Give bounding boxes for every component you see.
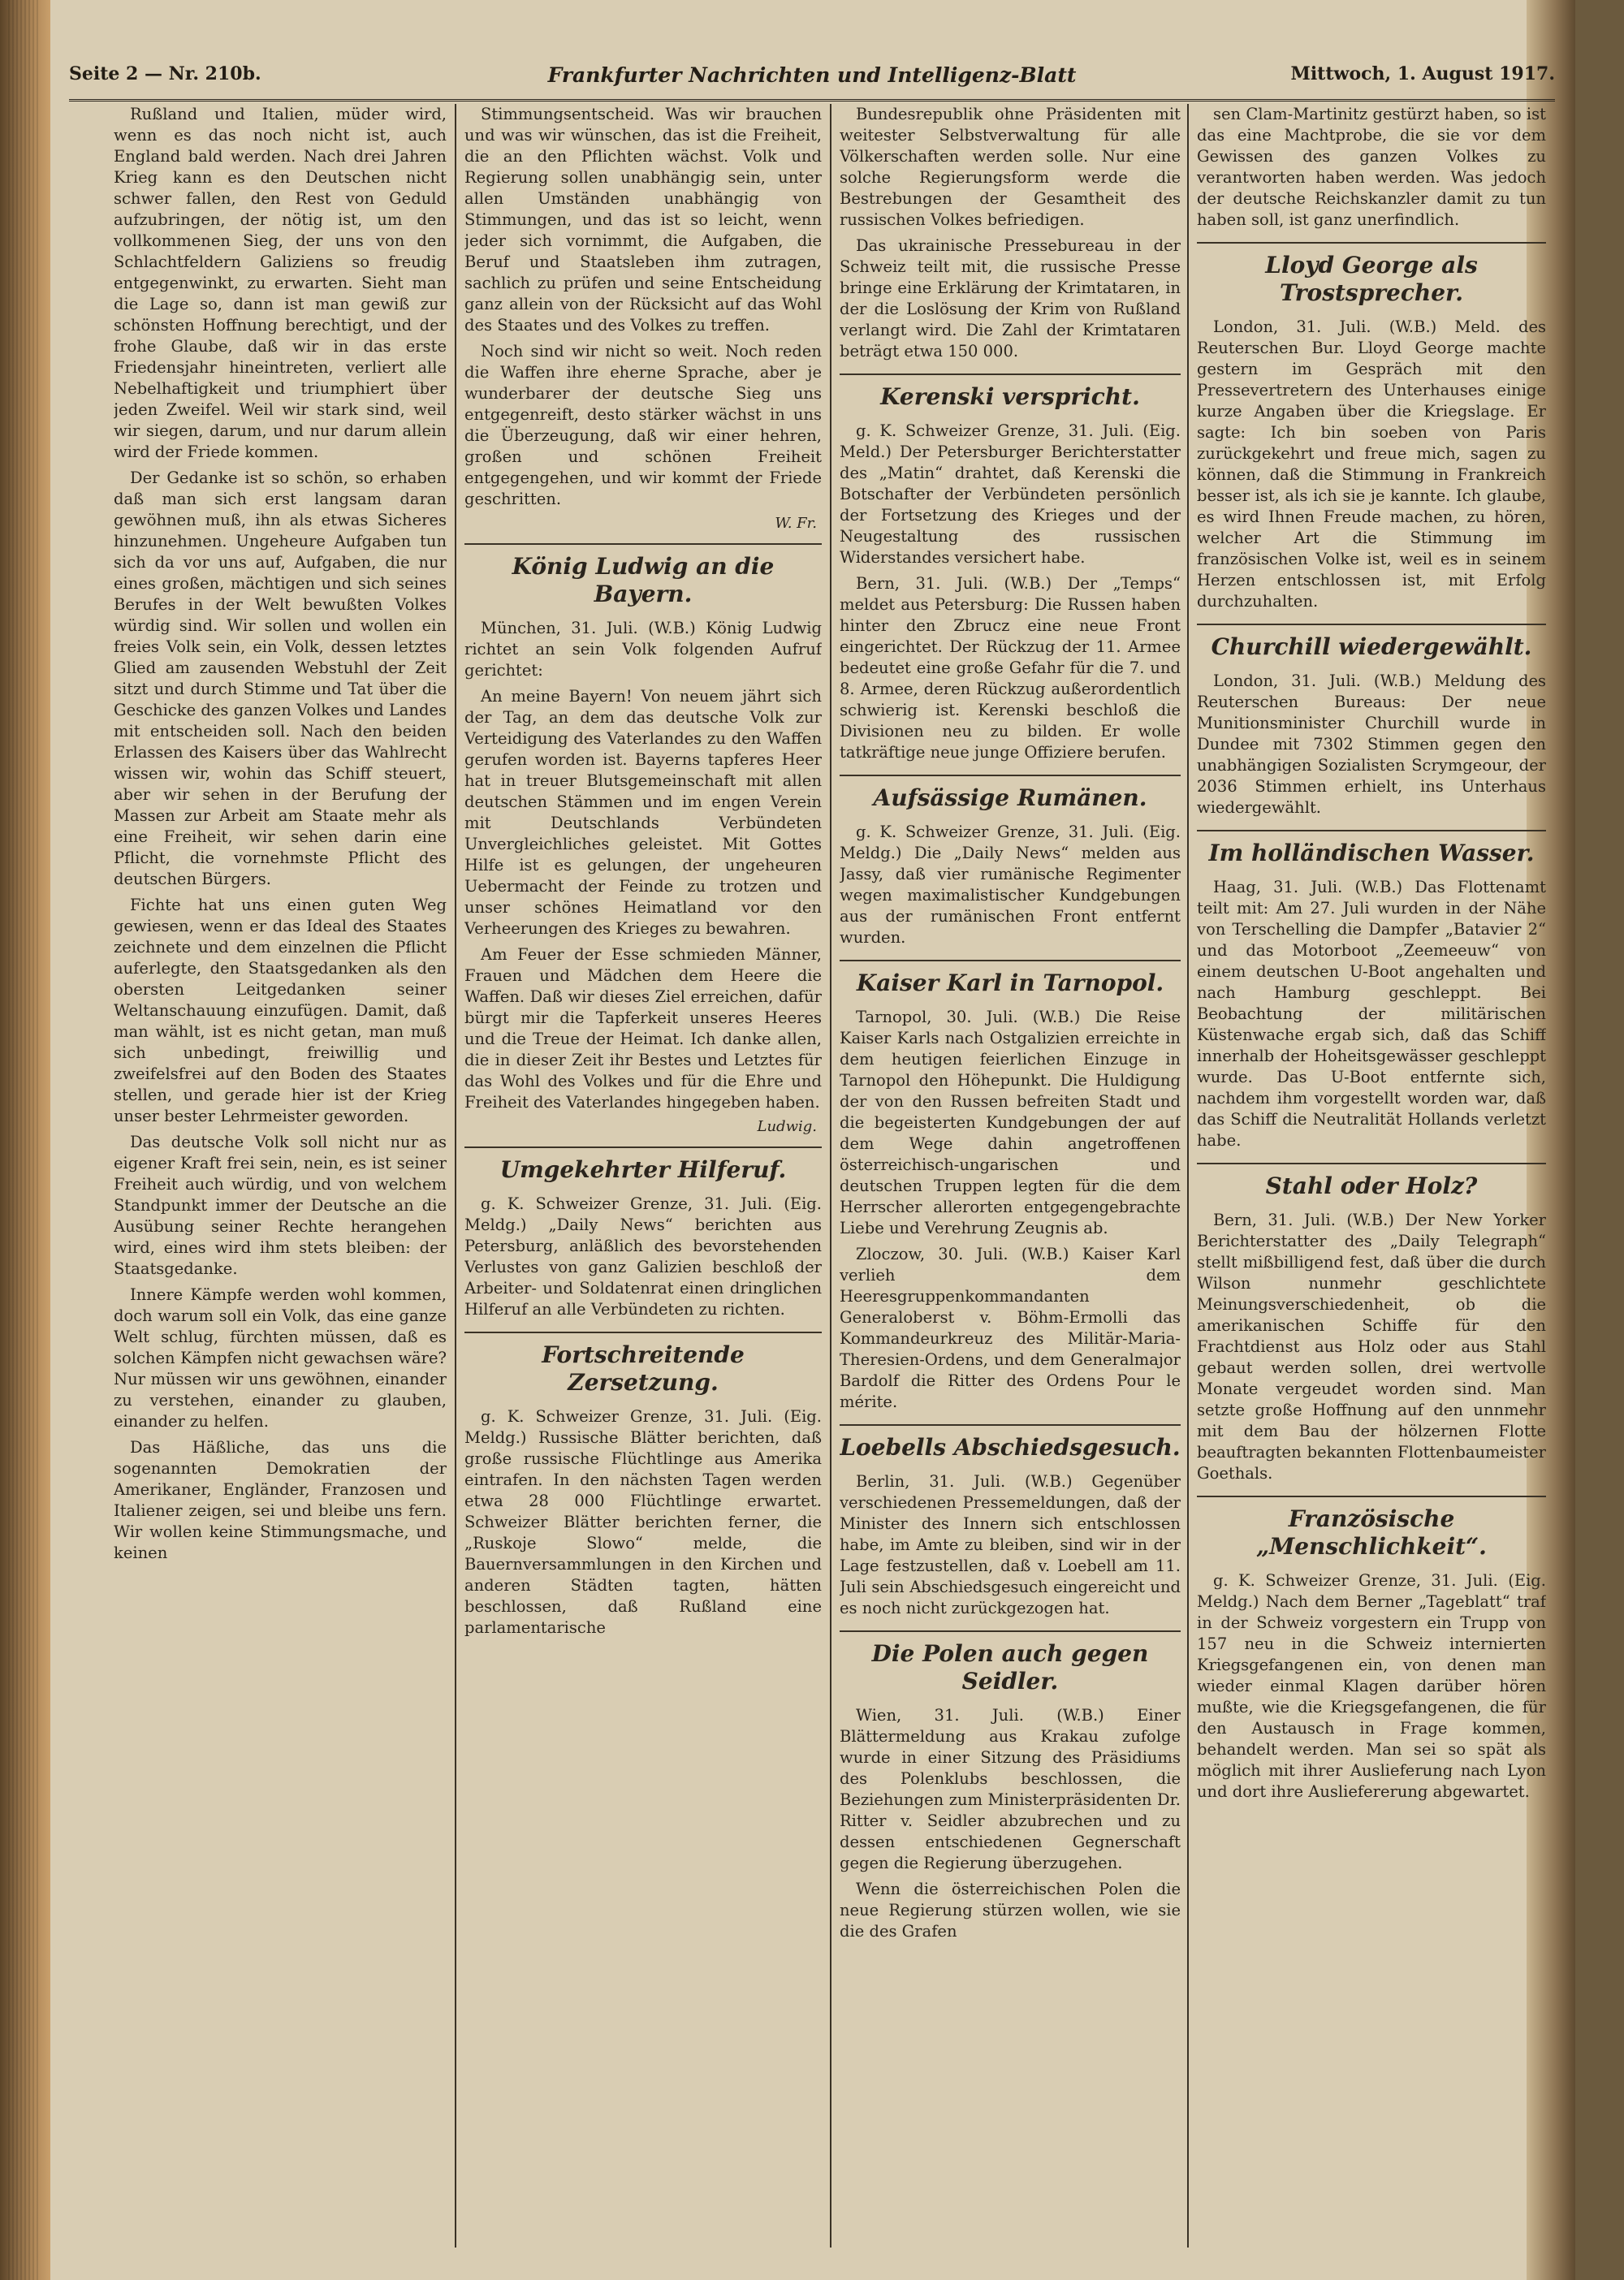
article-headline: Loebells Abschiedsgesuch. bbox=[840, 1424, 1181, 1462]
paragraph: Haag, 31. Juli. (W.B.) Das Flottenamt teilt mit: Am 27. Juli wurden in der Nähe von Terschelling die Dampfer „Batavier 2“ und das Motorboot „Zeemeeuw“ von einem deutschen U-Boot angehalten und nach Hamburg geschleppt. Bei Beobachtung der militärischen Küstenwache ergab sich, daß das Schiff innerhalb der Hoheitsgewässer geschleppt wurde. Das U-Boot entfernte sich, nachdem ihm vorgestellt worden war, daß das Schiff die Neutralität Hollands verletzt habe. bbox=[1197, 878, 1546, 1150]
paragraph: Berlin, 31. Juli. (W.B.) Gegenüber verschiedenen Pressemeldungen, daß der Minister des Innern sich entschlossen habe, im Amte zu bleiben, sind wir in der Lage festzustellen, daß v. Loebell am 11. Juli sein Abschiedsgesuch eingereicht und es noch nicht zurückgezogen hat. bbox=[840, 1472, 1181, 1617]
paragraph: sen Clam-Martinitz gestürzt haben, so ist das eine Machtprobe, die sie vor dem Gewissen des ganzen Volkes zu verantworten haben werden. Was jedoch der deutsche Reichskanzler damit zu tun haben soll, ist ganz unerfindlich. bbox=[1197, 105, 1546, 229]
column-rule bbox=[455, 104, 456, 2248]
article-headline: Fortschreitende Zersetzung. bbox=[464, 1332, 822, 1397]
paragraph: Bern, 31. Juli. (W.B.) Der „Temps“ meldet aus Petersburg: Die Russen haben hinter den Zbrucz eine neue Front eingerichtet. Der Rückzug der 11. Armee bedeutet eine große Gefahr für die 7. und 8. Armee, deren Rückzug außerordentlich schwierig ist. Kerenski beschloß die Divisionen neu zu bilden. Er wolle tatkräftige neue junge Offiziere berufen. bbox=[840, 574, 1181, 762]
paragraph: Innere Kämpfe werden wohl kommen, doch warum soll ein Volk, das eine ganze Welt schlug, fürchten müssen, daß es solchen Kämpfen nicht gewachsen wäre? Nur müssen wir uns gewöhnen, einander zu verstehen, einander zu glauben, einander zu helfen. bbox=[114, 1285, 447, 1431]
article-headline: Stahl oder Holz? bbox=[1197, 1163, 1546, 1200]
issue-date: Mittwoch, 1. August 1917. bbox=[1290, 63, 1555, 84]
paragraph: London, 31. Juli. (W.B.) Meldung des Reuterschen Bureaus: Der neue Munitionsminister Churchill wurde in Dundee mit 7302 Stimmen gegen den unabhängigen Sozialisten Scrymgeour, der 2036 Stimmen erhielt, ins Unterhaus wiedergewählt. bbox=[1197, 671, 1546, 817]
column-rule bbox=[1187, 104, 1189, 2248]
page-number: Seite 2 — Nr. 210b. bbox=[69, 63, 261, 84]
paragraph: Bundesrepublik ohne Präsidenten mit weitester Selbstverwaltung für alle Völkerschaften werden solle. Nur eine solche Regierungsform werde die Bestrebungen der Gesamtheit des russischen Volkes befriedigen. bbox=[840, 105, 1181, 229]
column-3 bbox=[840, 104, 1181, 2248]
article-headline: Kerenski verspricht. bbox=[840, 374, 1181, 411]
paragraph: g. K. Schweizer Grenze, 31. Juli. (Eig. Meldg.) Nach dem Berner „Tageblatt“ traf in der Schweiz vorgestern ein Trupp von 157 neu in die Schweiz internierten Kriegsgefangenen ein, von denen man wieder einmal Klagen darüber hören mußte, wie die Kriegsgefangenen, die für den Austausch in Frage kommen, behandelt werden. Man sei so spät als möglich mit ihrer Auslieferung nach Lyon und dort ihre Ausliefererung abgewartet. bbox=[1197, 1571, 1546, 1801]
paragraph: Der Gedanke ist so schön, so erhaben daß man sich erst langsam daran gewöhnen muß, ihn als etwas Sicheres hinzunehmen. Ungeheure Aufgaben tun sich da vor uns auf, Aufgaben, die nur eines großen, mächtigen und sich seines Berufes in der Welt bewußten Volkes würdig sind. Wir sollen und wollen ein freies Volk sein, ein Volk, dessen letztes Glied am zausenden Webstuhl der Zeit sitzt und durch Stimme und Tat über die Geschicke des ganzen Volkes und Landes mit entscheiden soll. Nach den beiden Erlassen des Kaisers über das Wahlrecht wissen wir, wohin das Schiff steuert, aber wir sehen in der Berufung der Massen zur Arbeit am Staate mehr als eine Freiheit, wir sehen darin eine Pflicht, die vornehmste Pflicht des deutschen Bürgers. bbox=[114, 469, 447, 888]
article-headline: Aufsässige Rumänen. bbox=[840, 775, 1181, 812]
paragraph: Tarnopol, 30. Juli. (W.B.) Die Reise Kaiser Karls nach Ostgalizien erreichte in dem heutigen feierlichen Einzuge in Tarnopol den Höhepunkt. Die Huldigung der von den Russen befreiten Stadt und die begeisterten Kundgebungen der auf dem Wege dahin angetroffenen österreichisch-ungarischen und deutschen Truppen legten für die dem Herrscher allerorten entgegengebrachte Liebe und Verehrung Zeugnis ab. bbox=[840, 1008, 1181, 1237]
paragraph: Bern, 31. Juli. (W.B.) Der New Yorker Berichterstatter des „Daily Telegraph“ stellt mißbilligend fest, daß über die durch Wilson nunmehr geschlichtete Meinungsverschiedenheit, ob die amerikanischen Schiffe für den Frachtdienst aus Holz oder aus Stahl gebaut werden sollen, drei wertvolle Monate vergeudet worden sind. Man setzte große Hoffnung auf den unnmehr mit dem Bau der hölzernen Flotte beauftragten bekannten Flottenbaumeister Goethals. bbox=[1197, 1211, 1546, 1483]
article-headline: Im holländischen Wasser. bbox=[1197, 830, 1546, 867]
article-headline: König Ludwig an die Bayern. bbox=[464, 543, 822, 608]
article-headline: Kaiser Karl in Tarnopol. bbox=[840, 960, 1181, 997]
paragraph: g. K. Schweizer Grenze, 31. Juli. (Eig. Meld.) Der Petersburger Berichterstatter des „Matin“ drahtet, daß Kerenski die Botschafter der Verbündeten persönlich der Fortsetzung des Krieges und der Neugestaltung des russischen Widerstandes versichert habe. bbox=[840, 421, 1181, 567]
paragraph: g. K. Schweizer Grenze, 31. Juli. (Eig. Meldg.) Russische Blätter berichten, daß große russische Flüchtlinge aus Amerika eintrafen. In den nächsten Tagen werden etwa 28 000 Flüchtlinge erwartet. Schweizer Blätter berichten ferner, die „Ruskoje Slowo“ melde, die Bauernversammlungen in den Kirchen und anderen Städten tagten, hätten beschlossen, daß Rußland eine parlamentarische bbox=[464, 1407, 822, 1637]
paragraph: Stimmungsentscheid. Was wir brauchen und was wir wünschen, das ist die Freiheit, die an den Pflichten wächst. Volk und Regierung sollen unabhängig sein, unter allen Umständen unabhängig von Stimmungen, und das ist so leicht, wenn jeder sich vornimmt, die Aufgaben, die Beruf und Staatsleben ihm zutragen, sachlich zu prüfen und seine Entscheidung ganz allein von der Rücksicht auf das Wohl des Staates und des Volkes zu treffen. bbox=[464, 105, 822, 335]
article-headline: Französische „Menschlichkeit“. bbox=[1197, 1496, 1546, 1561]
paragraph: München, 31. Juli. (W.B.) König Ludwig richtet an sein Volk folgenden Aufruf gerichtet: bbox=[464, 619, 822, 680]
column-4 bbox=[1197, 104, 1546, 2248]
paragraph: g. K. Schweizer Grenze, 31. Juli. (Eig. Meldg.) „Daily News“ berichten aus Petersburg, anläßlich des bevorstehenden Verlustes von ganz Galizien beschloß der Arbeiter- und Soldatenrat einen dringlichen Hilferuf an alle Verbündeten zu richten. bbox=[464, 1194, 822, 1319]
paragraph: Zloczow, 30. Juli. (W.B.) Kaiser Karl verlieh dem Heeresgruppenkommandanten Generaloberst v. Böhm-Ermolli das Kommandeurkreuz des Militär-Maria-Theresien-Ordens, und dem Generalmajor Bardolf die Ritter des Ordens Pour le mérite. bbox=[840, 1245, 1181, 1411]
paragraph: Wenn die österreichischen Polen die neue Regierung stürzen wollen, wie sie die des Grafen bbox=[840, 1880, 1181, 1941]
book-spine bbox=[0, 0, 50, 2280]
paragraph: Wien, 31. Juli. (W.B.) Einer Blättermeldung aus Krakau zufolge wurde in einer Sitzung des Präsidiums des Polenklubs beschlossen, die Beziehungen zum Ministerpräsidenten Dr. Ritter v. Seidler abzubrechen und zu dessen entschiedenen Gegnerschaft gegen die Regierung überzugehen. bbox=[840, 1706, 1181, 1872]
paragraph: Am Feuer der Esse schmieden Männer, Frauen und Mädchen dem Heere die Waffen. Daß wir dieses Ziel erreichen, dafür bürgt mir die Tapferkeit unseres Heeres und die Treue der Heimat. Ich danke allen, die in dieser Zeit ihr Bestes und Letztes für das Wohl des Volkes und für die Ehre und Freiheit des Vaterlandes hingegeben haben. bbox=[464, 945, 822, 1112]
paragraph: Das ukrainische Pressebureau in der Schweiz teilt mit, die russische Presse bringe eine Erklärung der Krimtataren, in der die Loslösung der Krim von Rußland verlangt wird. Die Zahl der Krimtataren beträgt etwa 150 000. bbox=[840, 236, 1181, 361]
paragraph: g. K. Schweizer Grenze, 31. Juli. (Eig. Meldg.) Die „Daily News“ melden aus Jassy, daß vier rumänische Regimenter wegen maximalistischer Kundgebungen aus der rumänischen Front entfernt wurden. bbox=[840, 823, 1181, 947]
column-rule bbox=[830, 104, 831, 2248]
column-1 bbox=[114, 104, 447, 2248]
paragraph: Noch sind wir nicht so weit. Noch reden die Waffen ihre eherne Sprache, aber je wunderbarer der deutsche Sieg uns entgegenreift, desto stärker wächst in uns die Überzeugung, daß wir einer hehren, großen und schönen Freiheit entgegengehen, und wir kommt der Friede geschritten. bbox=[464, 342, 822, 508]
author-initials: W. Fr. bbox=[775, 515, 817, 532]
article-headline: Lloyd George als Trostsprecher. bbox=[1197, 242, 1546, 307]
article-headline: Umgekehrter Hilferuf. bbox=[464, 1146, 822, 1184]
article-headline: Churchill wiedergewählt. bbox=[1197, 624, 1546, 661]
masthead bbox=[69, 57, 1555, 101]
article-headline: Die Polen auch gegen Seidler. bbox=[840, 1630, 1181, 1695]
paragraph: An meine Bayern! Von neuem jährt sich der Tag, an dem das deutsche Volk zur Verteidigung des Vaterlandes zu den Waffen gerufen worden ist. Bayerns tapferes Heer hat in treuer Blutsgemeinschaft mit allen deutschen Stämmen und im engen Verein mit Deutschlands Verbündeten Unvergleichliches geleistet. Mit Gottes Hilfe ist es gelungen, der ungeheuren Uebermacht der Feinde zu trotzen und unser schönes Heimatland vor den Verheerungen des Krieges zu bewahren. bbox=[464, 687, 822, 938]
paragraph: Rußland und Italien, müder wird, wenn es das noch nicht ist, auch England bald werden. Nach drei Jahren Krieg kann es den Deutschen nicht schwer fallen, den Rest von Geduld aufzubringen, der nötig ist, um den vollkommenen Sieg, der uns von den Schlachtfeldern Galiziens so freudig entgegenwinkt, zu erwarten. Sieht man die Lage so, dann ist man gewiß zur schönsten Hoffnung berechtigt, und der frohe Glaube, daß wir in das erste Friedensjahr hineintreten, verliert alle Nebelhaftigkeit und triumphiert über jeden Zweifel. Weil wir stark sind, weil wir siegen, darum, und nur darum allein wird der Friede kommen. bbox=[114, 105, 447, 461]
paragraph: London, 31. Juli. (W.B.) Meld. des Reuterschen Bur. Lloyd George machte gestern im Gespräch mit den Pressevertretern des Unterhauses einige kurze Angaben über die Kriegslage. Er sagte: Ich bin soeben von Paris zurückgekehrt und freue mich, sagen zu können, daß die Stimmung in Frankreich besser ist, als ich sie je kannte. Ich glaube, es wird Ihnen Freude machen, zu hören, welcher Art die Stimmung im französischen Volke ist, weil es in seinem Herzen entschlossen ist, mit Erfolg durchzuhalten. bbox=[1197, 317, 1546, 611]
paragraph: Fichte hat uns einen guten Weg gewiesen, wenn er das Ideal des Staates zeichnete und dem einzelnen die Pflicht auferlegte, den Staatsgedanken als den obersten Leitgedanken seiner Weltanschauung einzufügen. Damit, daß man wählt, ist es nicht getan, man muß sich unbedingt, freiwillig und zweifelsfrei auf den Boden des Staates stellen, und gerade hier ist der Krieg unser bester Lehrmeister geworden. bbox=[114, 896, 447, 1125]
paragraph: Das deutsche Volk soll nicht nur as eigener Kraft frei sein, nein, es ist seiner Freiheit auch würdig, und von welchem Standpunkt immer der Deutsche an die Ausübung seiner Rechte herangehen wird, eines wird ihm stets bleiben: der Staatsgedanke. bbox=[114, 1133, 447, 1278]
signature: Ludwig. bbox=[757, 1118, 817, 1135]
paragraph: Das Häßliche, das uns die sogenannten Demokratien der Amerikaner, Engländer, Franzosen und Italiener zeigen, sei und bleibe uns fern. Wir wollen keine Stimmungsmache, und keinen bbox=[114, 1438, 447, 1562]
column-2 bbox=[464, 104, 822, 2248]
newspaper-title: Frankfurter Nachrichten und Intelligenz-Blatt bbox=[547, 63, 1077, 87]
